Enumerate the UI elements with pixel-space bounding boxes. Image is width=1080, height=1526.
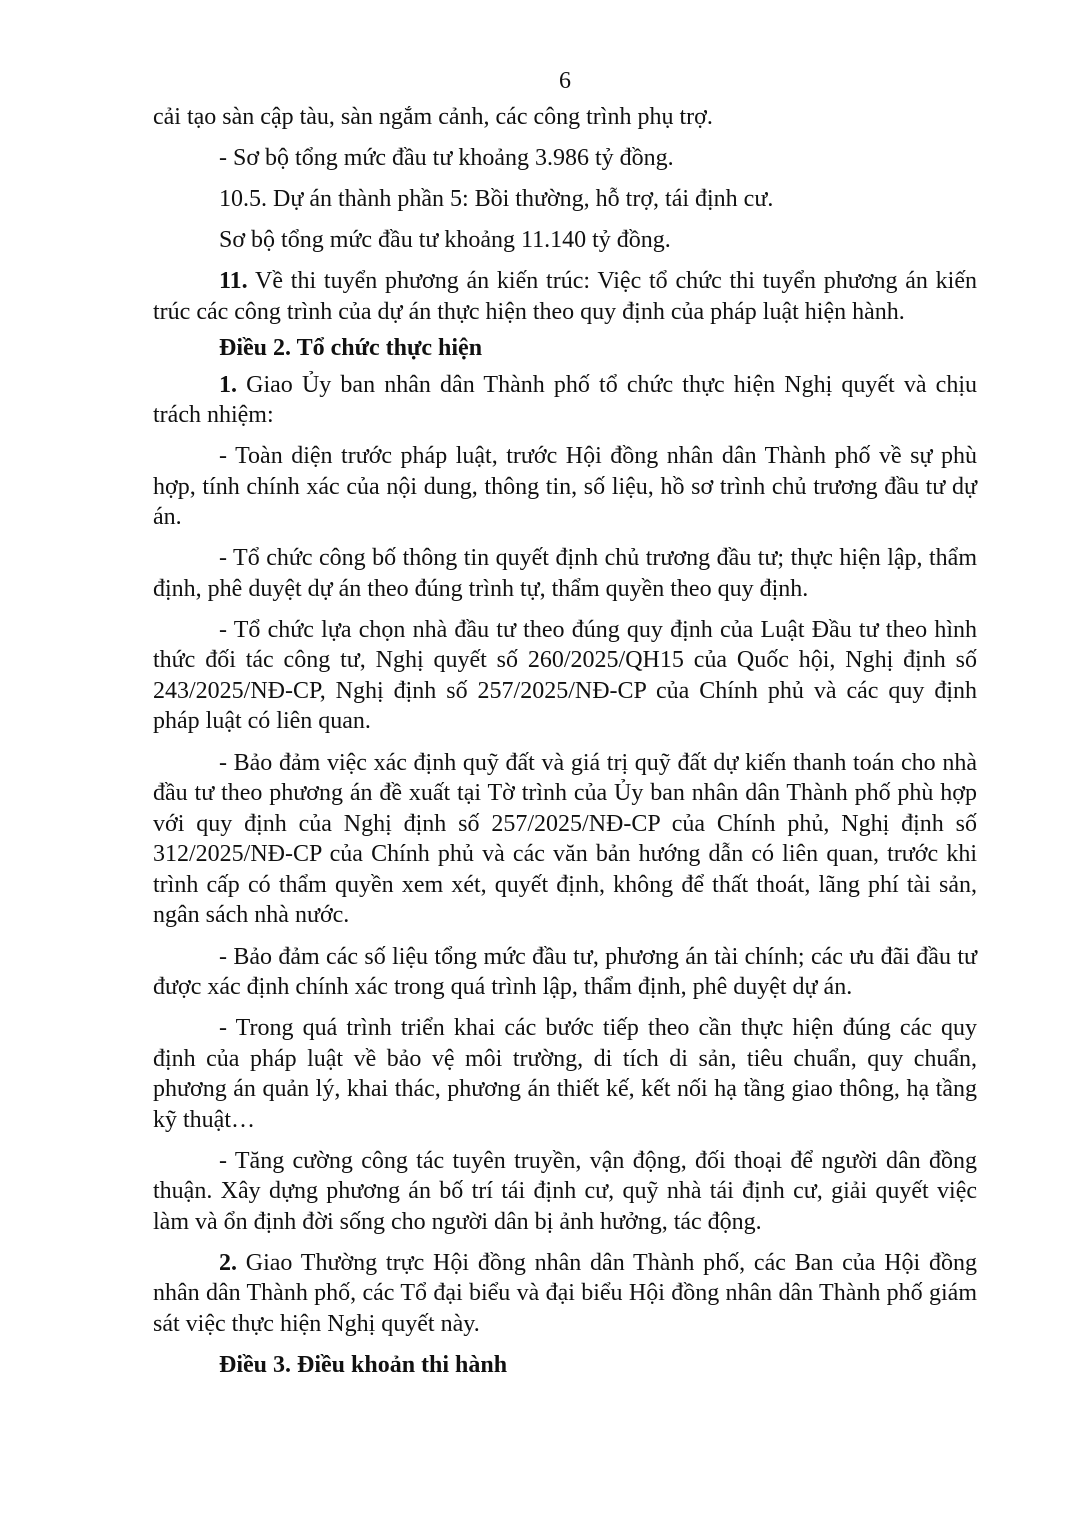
item-text: Giao Thường trực Hội đồng nhân dân Thành phố, các Ban của Hội đồng nhân dân Thành phố, các Tổ đại biểu và đại biểu Hội đồng nhân dân Thành phố giám sát việc thực hiện Nghị quyết này. (153, 1249, 977, 1337)
heading-article-2: Điều 2. Tổ chức thực hiện (219, 335, 483, 361)
bullet-responsibility-1: - Toàn diện trước pháp luật, trước Hội đồng nhân dân Thành phố về sự phù hợp, tính chính xác của nội dung, thông tin, số liệu, hồ sơ trình chủ trương đầu tư dự án. (153, 443, 977, 530)
paragraph-investment-11140: Sơ bộ tổng mức đầu tư khoảng 11.140 tỷ đồng. (219, 227, 671, 253)
paragraph-component-project-5: 10.5. Dự án thành phần 5: Bồi thường, hỗ trợ, tái định cư. (219, 186, 774, 212)
paragraph-investment-3986: - Sơ bộ tổng mức đầu tư khoảng 3.986 tỷ đồng. (219, 145, 674, 171)
bullet-responsibility-2: - Tổ chức công bố thông tin quyết định chủ trương đầu tư; thực hiện lập, thẩm định, phê duyệt dự án theo đúng trình tự, thẩm quyền theo quy định. (153, 545, 977, 602)
bullet-responsibility-4: - Bảo đảm việc xác định quỹ đất và giá trị quỹ đất dự kiến thanh toán cho nhà đầu tư theo phương án đề xuất tại Tờ trình của Ủy ban nhân dân Thành phố phù hợp với quy định của Nghị định số 257/2025/NĐ-CP của Chính phủ, Nghị định số 312/2025/NĐ-CP của Chính phủ và các văn bản hướng dẫn có liên quan, trước khi trình cấp có thẩm quyền xem xét, quyết định, không để thất thoát, lãng phí tài sản, ngân sách nhà nước. (153, 749, 977, 928)
bullet-responsibility-3: - Tổ chức lựa chọn nhà đầu tư theo đúng quy định của Luật Đầu tư theo hình thức đối tác công tư, Nghị quyết số 260/2025/QH15 của Quốc hội, Nghị định số 243/2025/NĐ-CP, Nghị định số 257/2025/NĐ-CP của Chính phủ và các quy định pháp luật có liên quan. (153, 616, 977, 734)
document-body (153, 102, 977, 1380)
item-number: 2. (219, 1249, 237, 1276)
item-text: Về thi tuyển phương án kiến trúc: Việc tổ chức thi tuyển phương án kiến trúc các công trình của dự án thực hiện theo quy định của pháp luật hiện hành. (153, 268, 977, 325)
paragraph-item-1 (153, 370, 977, 431)
bullet-responsibility-7: - Tăng cường công tác tuyên truyền, vận động, đối thoại để người dân đồng thuận. Xây dựng phương án bố trí tái định cư, quỹ nhà tái định cư, giải quyết việc làm và ổn định đời sống cho người dân bị ảnh hưởng, tác động. (153, 1147, 977, 1235)
paragraph-item-11 (153, 266, 977, 327)
bullet-responsibility-6: - Trong quá trình triển khai các bước tiếp theo cần thực hiện đúng các quy định của pháp luật về bảo vệ môi trường, di tích di sản, tiêu chuẩn, quy chuẩn, phương án quản lý, khai thác, phương án thiết kế, kết nối hạ tầng giao thông, hạ tầng kỹ thuật… (153, 1015, 977, 1133)
paragraph-continuation: cải tạo sàn cập tàu, sàn ngắm cảnh, các công trình phụ trợ. (153, 104, 713, 130)
item-text: Giao Ủy ban nhân dân Thành phố tổ chức thực hiện Nghị quyết và chịu trách nhiệm: (153, 371, 977, 428)
paragraph-item-2 (153, 1248, 977, 1340)
page-number: 6 (559, 68, 571, 94)
item-number: 11. (219, 268, 248, 294)
bullet-responsibility-5: - Bảo đảm các số liệu tổng mức đầu tư, phương án tài chính; các ưu đãi đầu tư được xác định chính xác trong quá trình lập, thẩm định, phê duyệt dự án. (153, 943, 977, 1000)
item-number: 1. (219, 371, 237, 398)
heading-article-3: Điều 3. Điều khoản thi hành (219, 1351, 508, 1378)
